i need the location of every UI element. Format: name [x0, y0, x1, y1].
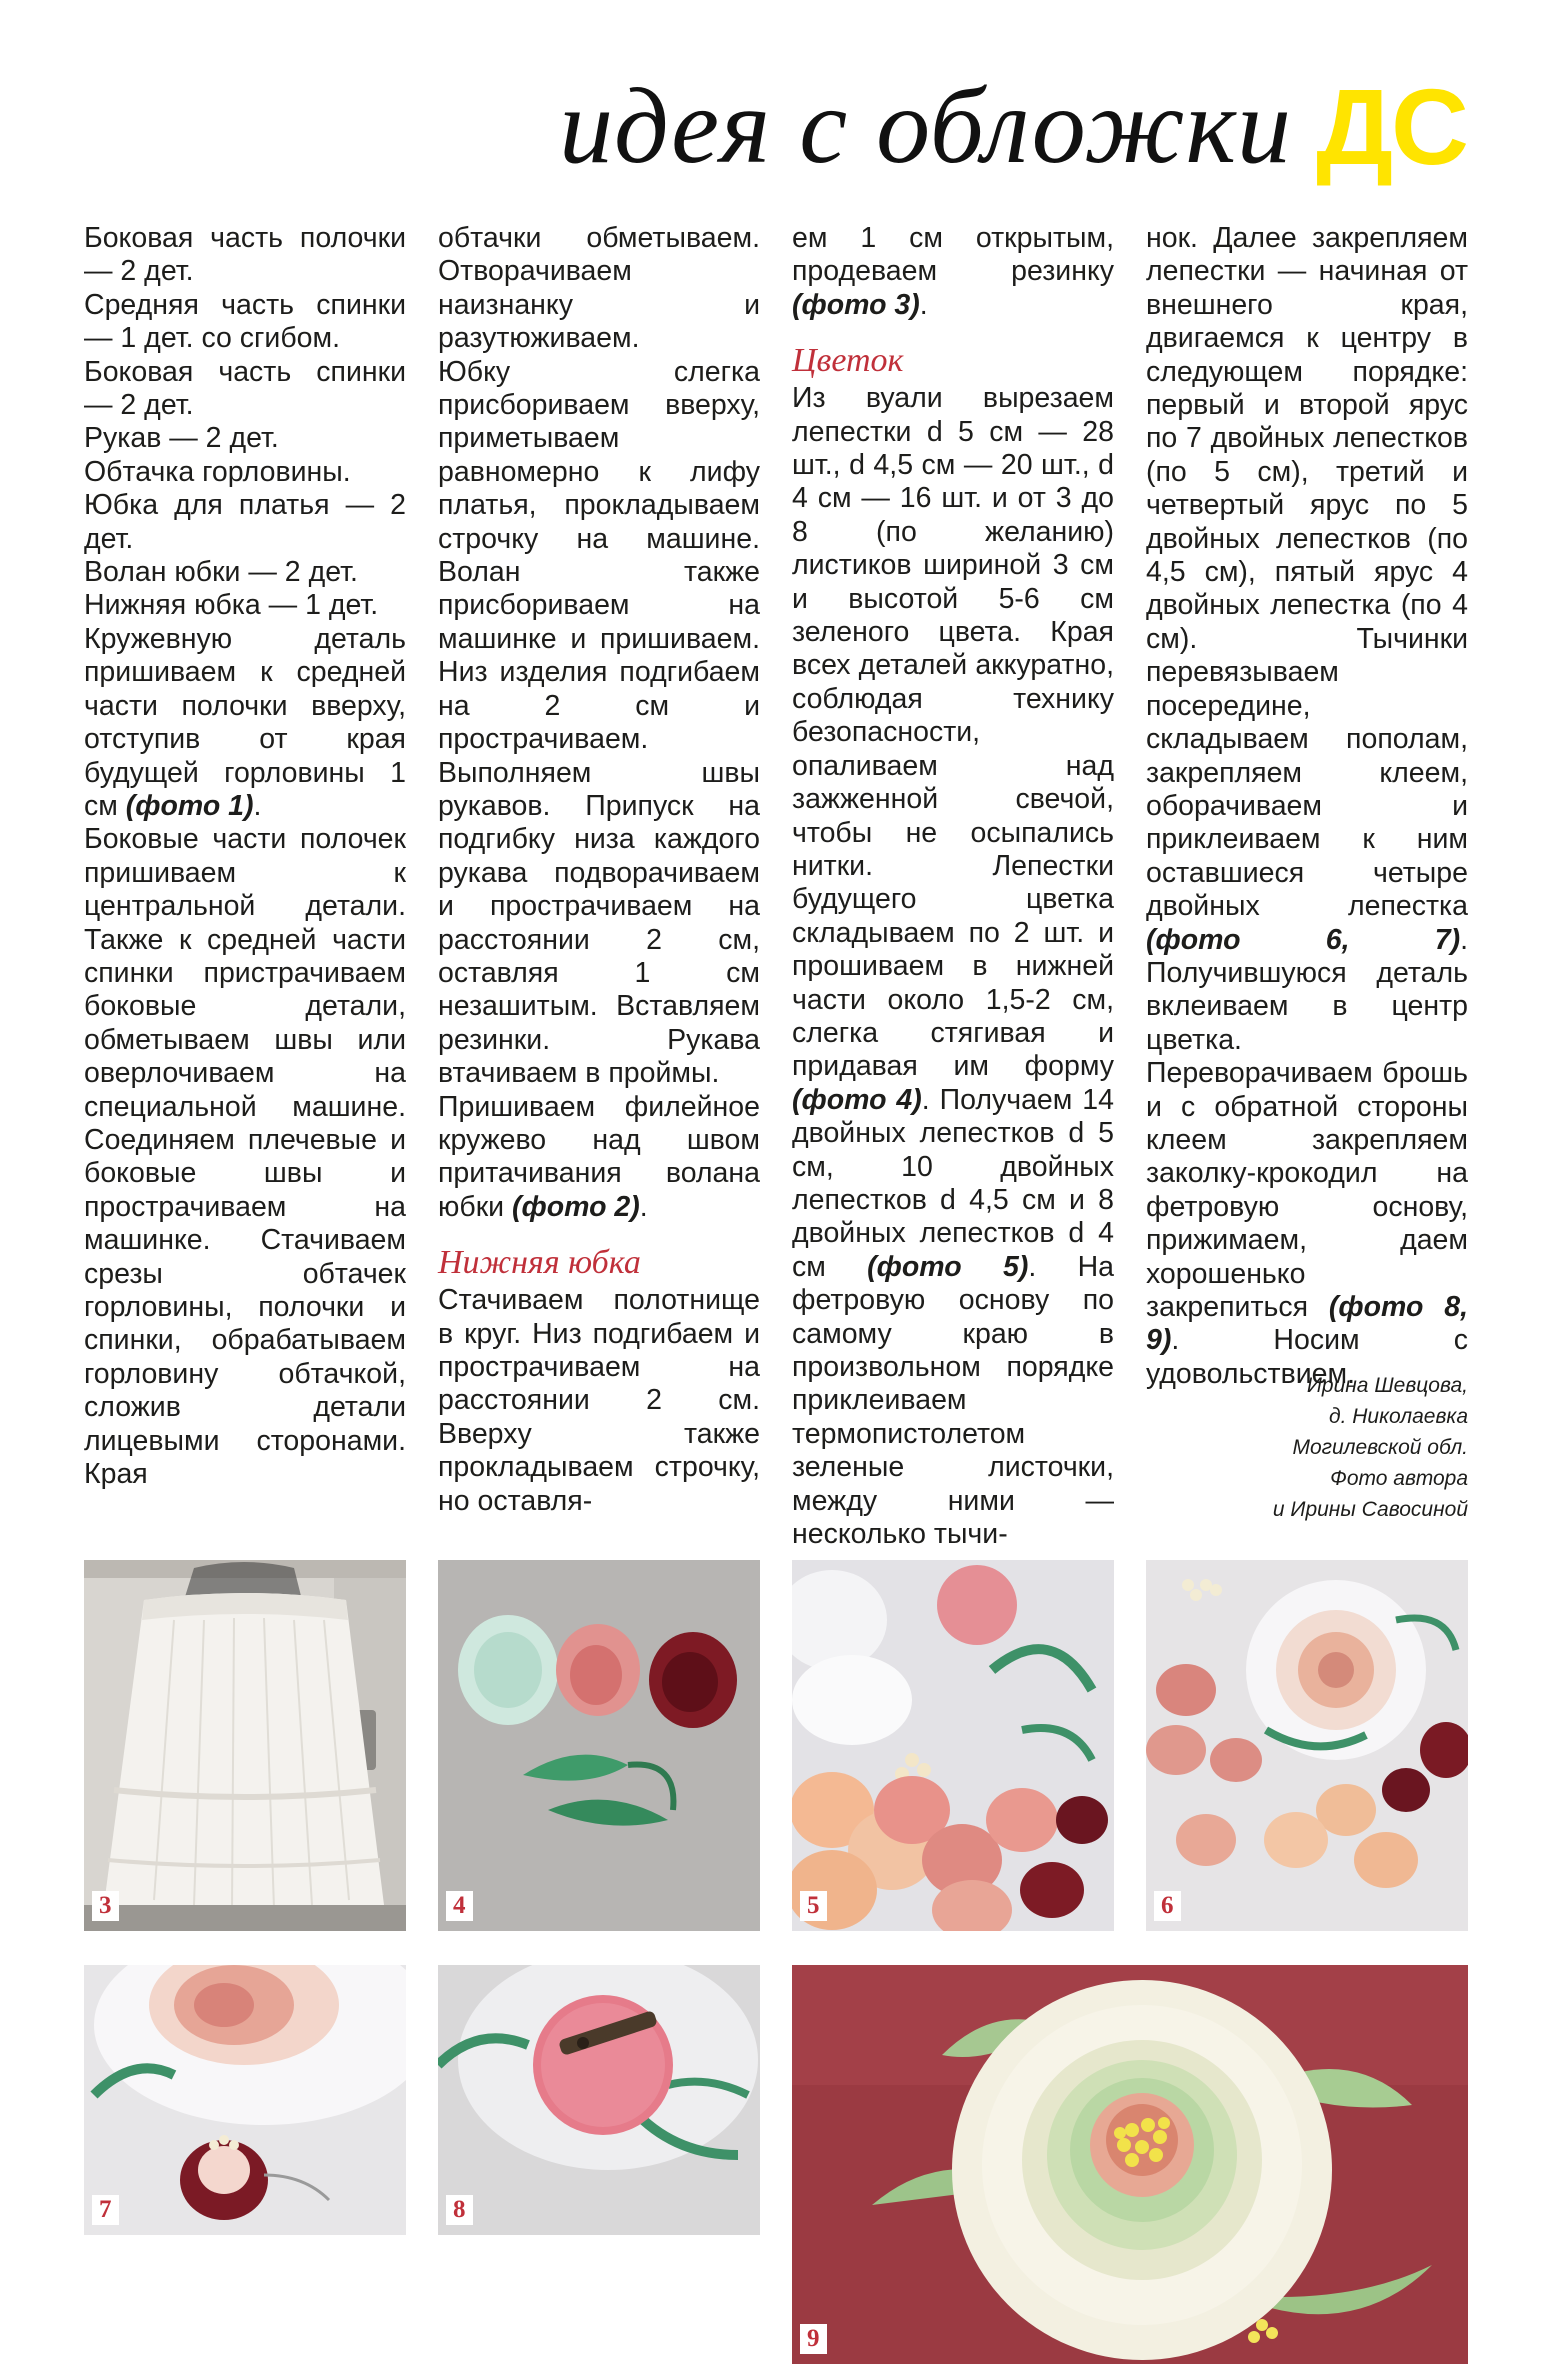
paragraph: Нижняя юбка — 1 дет.	[84, 589, 379, 622]
paragraph	[438, 1091, 760, 1225]
photo-9-finished-brooch	[792, 1965, 1468, 2364]
paragraph: Средняя часть спинки — 1 дет. со сгибом.	[84, 288, 406, 355]
paragraph: Юбку слегка присбориваем вверху, приметываем равномерно к лифу платья, прокладываем строчку на машине. Волан также присбориваем на машинке и пришиваем. Низ изделия подгибаем на 2 см и прострачиваем.	[438, 355, 760, 756]
paragraph-text: нок. Далее закрепляем лепестки — начиная от внешнего края, двигаемся к центру в следующем порядке: первый и второй ярус по 7 двойных лепестков (по 5 см), третий и четвертый ярус по 5 двойных лепестков (по 4,5 см), пятый ярус 4 двойных лепестка (по 4 см). Тычинки перевязываем посередине, складываем пополам, закрепляем клеем, оборачиваем и приклеиваем к ним оставшиеся четыре двойных лепестка	[1146, 222, 1468, 923]
credit-line: д. Николаевка	[1328, 1405, 1468, 1428]
author-credit	[1146, 1370, 1468, 1525]
section-title: идея с обложки	[559, 67, 1293, 186]
photo-number: 5	[800, 1891, 827, 1921]
text-column-3	[792, 222, 1114, 1551]
paragraph-text: Пришиваем филейное кружево над швом притачивания волана юбки	[438, 1090, 760, 1223]
credit-line: Могилевской обл.	[1292, 1436, 1468, 1459]
page-header	[559, 66, 1467, 187]
paragraph-text: . Носим с удовольствием.	[1146, 1324, 1468, 1390]
paragraph: Боковые части полочек пришиваем к центральной детали. Также к средней части спинки пристрачиваем боковые детали, обметываем швы или оверлочиваем на специальной машине. Соединяем плечевые и боковые швы и прострачиваем на машинке. Стачиваем срезы обтачек горловины, полочки и спинки, обрабатываем горловину обтачкой, сложив детали лицевыми сторонами. Края	[84, 823, 406, 1491]
paragraph: Выполняем швы рукавов. Припуск на подгибку низа каждого рукава подворачиваем и прострачиваем на расстоянии 2 см, оставляя 1 см незашитым. Вставляем резинки. Рукава втачиваем в проймы.	[438, 756, 760, 1090]
paragraph-text: . На фетровую основу по самому краю в произвольном порядке приклеиваем термопистолетом зеленые листочки, между ними — несколько тычи-	[792, 1250, 1114, 1551]
paragraph: обтачки обметываем. Отворачиваем наизнанку и разутюживаем.	[438, 222, 760, 355]
photo-number: 6	[1154, 1891, 1181, 1921]
text-column-1	[84, 222, 406, 1491]
paragraph-text: Из вуали вырезаем лепестки d 5 см — 28 шт., d 4,5 см — 20 шт., d 4 см — 16 шт. и от 3 до 8 (по желанию) листиков шириной 3 см и высотой 5-6 см зеленого цвета. Края всех деталей аккуратно, соблюдая технику безопасности, опаливаем над зажженной свечой, чтобы не осыпались нитки. Лепестки будущего цветка складываем по 2 шт. и прошиваем в нижней части около 1,5-2 см, слегка стягивая и придавая им форму	[792, 382, 1114, 1083]
paragraph-text: .	[253, 789, 262, 822]
paragraph: Стачиваем полотнище в круг. Низ подгибаем и прострачиваем на расстоянии 2 см. Вверху также прокладываем строчку, но оставля-	[438, 1284, 760, 1517]
photo-6-assembly	[1146, 1560, 1468, 1931]
paragraph: Обтачка горловины.	[84, 455, 351, 488]
paragraph	[792, 222, 1114, 322]
credit-line: и Ирины Савосиной	[1272, 1498, 1468, 1521]
photo-3-underskirt	[84, 1560, 406, 1931]
photo-reference: (фото 1)	[125, 789, 254, 822]
photo-number: 8	[446, 2195, 473, 2225]
photo-reference: (фото 6, 7)	[1146, 923, 1461, 956]
photo-reference: (фото 3)	[792, 288, 920, 321]
paragraph-text: .	[639, 1190, 648, 1223]
text-column-4	[1146, 222, 1468, 1391]
photo-number: 9	[800, 2324, 827, 2354]
photo-reference: (фото 8, 9)	[1146, 1291, 1468, 1357]
paragraph	[1146, 222, 1468, 1391]
photo-4-petals	[438, 1560, 760, 1931]
paragraph-text: ем 1 см открытым, продеваем резинку	[792, 222, 1114, 288]
photo-reference: (фото 4)	[792, 1083, 922, 1116]
paragraph: Волан юбки — 2 дет.	[84, 556, 358, 589]
paragraph: Юбка для платья — 2 дет.	[84, 489, 406, 555]
paragraph-text: . Получившуюся деталь вклеиваем в центр цветка. Переворачиваем брошь и с обратной стороны клеем закрепляем заколку-крокодил на фетровую основу, прижимаем, даем хорошенько закрепиться	[1146, 923, 1468, 1323]
photo-8-back-clip	[438, 1965, 760, 2235]
photo-number: 7	[92, 2195, 119, 2225]
paragraph-text: Кружевную деталь пришиваем к средней части полочки вверху, отступив от края будущей горловины 1 см	[84, 622, 406, 822]
photo-number: 4	[446, 1891, 473, 1921]
paragraph	[792, 382, 1114, 1551]
paragraph: Боковая часть спинки — 2 дет.	[84, 355, 406, 422]
subheading-flower: Цветок	[792, 342, 904, 380]
credit-line: Ирина Шевцова,	[1306, 1374, 1468, 1397]
paragraph-text: .	[919, 288, 928, 321]
magazine-logo: ДС	[1316, 66, 1467, 187]
photo-reference: (фото 5)	[867, 1250, 1029, 1283]
text-column-2	[438, 222, 760, 1518]
paragraph-text: . Получаем 14 двойных лепестков d 5 см, 10 двойных лепестков d 4,5 см и 8 двойных лепестков d 4 см	[792, 1083, 1115, 1283]
credit-line: Фото автора	[1330, 1467, 1468, 1490]
subheading-underskirt: Нижняя юбка	[438, 1244, 641, 1282]
photo-number: 3	[92, 1891, 119, 1921]
paragraph: Боковая часть полочки — 2 дет.	[84, 222, 406, 288]
paragraph: Рукав — 2 дет.	[84, 422, 279, 455]
paragraph	[84, 623, 406, 823]
photo-7-center-detail	[84, 1965, 406, 2235]
photo-5-materials	[792, 1560, 1114, 1931]
photo-reference: (фото 2)	[512, 1190, 640, 1223]
